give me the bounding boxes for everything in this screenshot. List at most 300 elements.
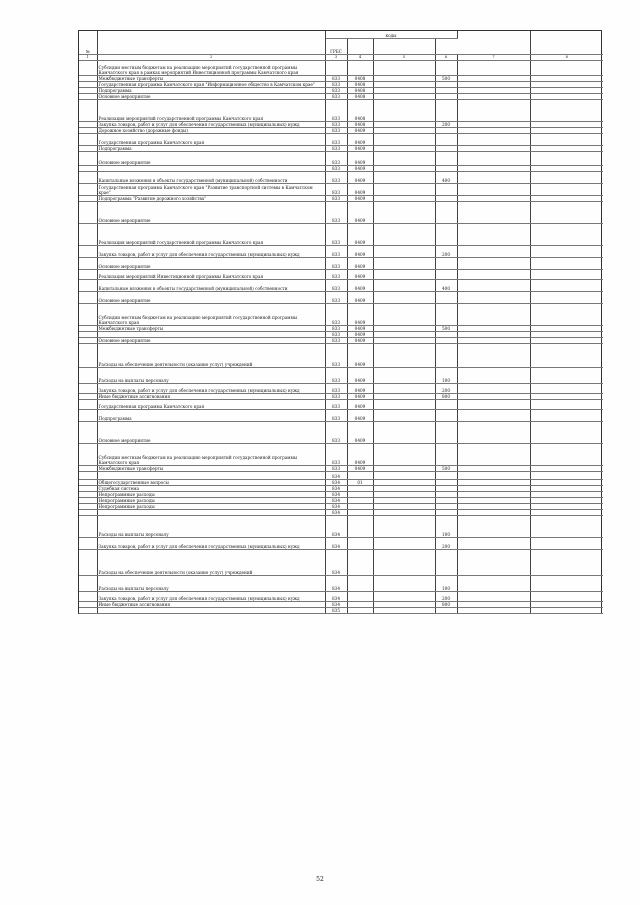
row-amount-year-2 bbox=[530, 201, 603, 223]
row-name: Подпрограмма bbox=[97, 87, 325, 93]
row-amount-year-1 bbox=[457, 575, 530, 591]
row-name: Межбюджетные трансферты bbox=[97, 75, 325, 81]
table-row bbox=[79, 279, 603, 291]
row-amount-year-1 bbox=[457, 201, 530, 223]
row-number bbox=[79, 607, 97, 613]
row-name: Закупка товаров, работ и услуг для обеспечения государственных (муниципальных) нужд bbox=[97, 245, 325, 257]
row-amount-year-2 bbox=[530, 257, 603, 269]
row-cs bbox=[373, 515, 435, 537]
row-name: Непрограммные расходы bbox=[97, 497, 325, 503]
column-number: 3 bbox=[325, 54, 347, 60]
table-body bbox=[79, 60, 603, 613]
row-name: Основное мероприятие bbox=[97, 151, 325, 165]
row-vr bbox=[435, 549, 457, 575]
row-vr bbox=[435, 223, 457, 245]
row-cs bbox=[373, 223, 435, 245]
row-cs bbox=[373, 575, 435, 591]
row-cs bbox=[373, 399, 435, 409]
row-number bbox=[79, 549, 97, 575]
row-name: Основное мероприятие bbox=[97, 201, 325, 223]
table-row bbox=[79, 537, 603, 549]
row-number bbox=[79, 537, 97, 549]
row-grbs: 833 bbox=[325, 75, 347, 81]
row-grbs: 833 bbox=[325, 201, 347, 223]
row-grbs: 833 bbox=[325, 151, 347, 165]
row-name: Реализация мероприятий государственной программы Камчатского края bbox=[97, 223, 325, 245]
row-amount-year-1 bbox=[457, 171, 530, 183]
row-vr bbox=[435, 421, 457, 443]
row-number bbox=[79, 291, 97, 303]
column-number: 1 bbox=[79, 54, 97, 60]
row-name: Расходы на выплаты персоналу bbox=[97, 367, 325, 383]
row-name: Закупка товаров, работ и услуг для обеспечения государственных (муниципальных) нужд bbox=[97, 121, 325, 127]
row-grbs: 834 bbox=[325, 509, 347, 515]
row-cs bbox=[373, 257, 435, 269]
row-grbs: 834 bbox=[325, 485, 347, 491]
row-amount-year-1 bbox=[457, 537, 530, 549]
row-amount-year-2 bbox=[530, 399, 603, 409]
row-grbs: 833 bbox=[325, 121, 347, 127]
row-grbs: 833 bbox=[325, 133, 347, 145]
row-vr bbox=[435, 269, 457, 279]
row-number bbox=[79, 409, 97, 421]
row-grbs: 833 bbox=[325, 81, 347, 87]
row-amount-year-1 bbox=[457, 383, 530, 393]
row-vr bbox=[435, 151, 457, 165]
row-cs bbox=[373, 443, 435, 465]
table-row bbox=[79, 245, 603, 257]
row-name: Расходы на обеспечение деятельности (оказание услуг) учреждений bbox=[97, 343, 325, 367]
row-grbs: 833 bbox=[325, 331, 347, 337]
row-number bbox=[79, 367, 97, 383]
header-no: № bbox=[79, 31, 97, 54]
row-grbs: 833 bbox=[325, 421, 347, 443]
row-rz: 0409 bbox=[347, 399, 373, 409]
row-amount-year-1 bbox=[457, 343, 530, 367]
row-amount-year-2 bbox=[530, 151, 603, 165]
table-row bbox=[79, 151, 603, 165]
row-amount-year-2 bbox=[530, 99, 603, 121]
row-cs bbox=[373, 537, 435, 549]
row-grbs: 833 bbox=[325, 393, 347, 399]
row-number bbox=[79, 245, 97, 257]
row-cs bbox=[373, 367, 435, 383]
table-row bbox=[79, 471, 603, 479]
row-amount-year-1 bbox=[457, 409, 530, 421]
header-codes-group: коды bbox=[325, 31, 457, 38]
row-vr: 500 bbox=[435, 465, 457, 471]
row-number bbox=[79, 421, 97, 443]
row-rz bbox=[347, 575, 373, 591]
row-amount-year-1 bbox=[457, 279, 530, 291]
row-grbs: 833 bbox=[325, 165, 347, 171]
row-vr bbox=[435, 409, 457, 421]
row-name bbox=[97, 471, 325, 479]
row-name: Подпрограмма bbox=[97, 409, 325, 421]
row-grbs: 834 bbox=[325, 471, 347, 479]
row-cs bbox=[373, 183, 435, 195]
row-name: Закупка товаров, работ и услуг для обеспечения государственных (муниципальных) нужд bbox=[97, 537, 325, 549]
row-amount-year-2 bbox=[530, 409, 603, 421]
header-year-1 bbox=[457, 31, 530, 54]
row-name: Государственная программа Камчатского края "Информационное общество в Камчатском крае" bbox=[97, 81, 325, 87]
row-amount-year-1 bbox=[457, 399, 530, 409]
row-cs bbox=[373, 279, 435, 291]
row-amount-year-1 bbox=[457, 421, 530, 443]
row-grbs: 833 bbox=[325, 383, 347, 393]
column-number: 8 bbox=[530, 54, 603, 60]
row-number bbox=[79, 591, 97, 601]
row-vr: 200 bbox=[435, 245, 457, 257]
row-rz: 0409 bbox=[347, 465, 373, 471]
row-number bbox=[79, 399, 97, 409]
row-amount-year-2 bbox=[530, 383, 603, 393]
row-rz: 0409 bbox=[347, 291, 373, 303]
table-row bbox=[79, 171, 603, 183]
row-rz: 0409 bbox=[347, 279, 373, 291]
row-vr bbox=[435, 343, 457, 367]
row-grbs: 834 bbox=[325, 497, 347, 503]
row-amount-year-1 bbox=[457, 257, 530, 269]
row-amount-year-2 bbox=[530, 269, 603, 279]
column-number: 7 bbox=[457, 54, 530, 60]
table-row bbox=[79, 591, 603, 601]
row-amount-year-1 bbox=[457, 183, 530, 195]
row-grbs: 834 bbox=[325, 537, 347, 549]
row-name: Иные бюджетные ассигнования bbox=[97, 601, 325, 607]
table-row bbox=[79, 223, 603, 245]
row-name: Реализация мероприятий государственной программы Камчатского края bbox=[97, 99, 325, 121]
row-grbs: 833 bbox=[325, 399, 347, 409]
row-amount-year-1 bbox=[457, 223, 530, 245]
row-cs bbox=[373, 343, 435, 367]
row-grbs: 833 bbox=[325, 93, 347, 99]
row-grbs: 833 bbox=[325, 257, 347, 269]
row-vr bbox=[435, 133, 457, 145]
table-row bbox=[79, 257, 603, 269]
row-grbs: 833 bbox=[325, 409, 347, 421]
header-cs bbox=[373, 38, 435, 54]
row-amount-year-2 bbox=[530, 575, 603, 591]
row-name: Закупка товаров, работ и услуг для обеспечения государственных (муниципальных) нужд bbox=[97, 591, 325, 601]
row-amount-year-2 bbox=[530, 171, 603, 183]
header-year-2 bbox=[530, 31, 603, 54]
row-rz: 0409 bbox=[347, 331, 373, 337]
row-vr: 100 bbox=[435, 515, 457, 537]
row-amount-year-1 bbox=[457, 151, 530, 165]
row-amount-year-2 bbox=[530, 279, 603, 291]
header-name bbox=[97, 31, 325, 54]
column-number: 6 bbox=[435, 54, 457, 60]
row-name: Подпрограмма "Развитие дорожного хозяйства" bbox=[97, 195, 325, 201]
row-vr bbox=[435, 399, 457, 409]
row-rz: 0409 bbox=[347, 325, 373, 331]
row-vr: 100 bbox=[435, 575, 457, 591]
page-number: 52 bbox=[316, 876, 324, 883]
row-grbs: 833 bbox=[325, 443, 347, 465]
table-row bbox=[79, 409, 603, 421]
row-name: Расходы на обеспечение деятельности (оказание услуг) учреждений bbox=[97, 549, 325, 575]
row-number bbox=[79, 575, 97, 591]
row-rz: 0409 bbox=[347, 165, 373, 171]
table-row bbox=[79, 99, 603, 121]
row-amount-year-2 bbox=[530, 549, 603, 575]
row-cs bbox=[373, 303, 435, 325]
column-number: 4 bbox=[347, 54, 373, 60]
row-rz: 0409 bbox=[347, 195, 373, 201]
row-vr: 800 bbox=[435, 393, 457, 399]
row-grbs: 833 bbox=[325, 145, 347, 151]
row-number bbox=[79, 343, 97, 367]
row-number bbox=[79, 99, 97, 121]
row-amount-year-1 bbox=[457, 133, 530, 145]
row-name: Основное мероприятие bbox=[97, 337, 325, 343]
row-amount-year-2 bbox=[530, 183, 603, 195]
row-name: Межбюджетные трансферты bbox=[97, 465, 325, 471]
table-row bbox=[79, 269, 603, 279]
row-vr: 200 bbox=[435, 121, 457, 127]
row-cs bbox=[373, 171, 435, 183]
row-rz: 0409 bbox=[347, 421, 373, 443]
row-rz: 0409 bbox=[347, 257, 373, 269]
row-rz: 0409 bbox=[347, 393, 373, 399]
row-amount-year-2 bbox=[530, 291, 603, 303]
row-grbs: 834 bbox=[325, 503, 347, 509]
row-rz: 0409 bbox=[347, 409, 373, 421]
row-amount-year-1 bbox=[457, 549, 530, 575]
row-amount-year-2 bbox=[530, 60, 603, 75]
row-amount-year-2 bbox=[530, 515, 603, 537]
row-number bbox=[79, 279, 97, 291]
row-name: Государственная программа Камчатского края bbox=[97, 133, 325, 145]
row-amount-year-1 bbox=[457, 245, 530, 257]
row-vr bbox=[435, 291, 457, 303]
row-vr: 200 bbox=[435, 537, 457, 549]
row-rz bbox=[347, 515, 373, 537]
row-cs bbox=[373, 549, 435, 575]
row-grbs: 833 bbox=[325, 367, 347, 383]
row-vr: 500 bbox=[435, 325, 457, 331]
row-amount-year-2 bbox=[530, 303, 603, 325]
row-rz: 0409 bbox=[347, 337, 373, 343]
table-row bbox=[79, 549, 603, 575]
row-rz: 01 bbox=[347, 479, 373, 485]
row-grbs: 835 bbox=[325, 607, 347, 613]
row-rz: 0409 bbox=[347, 303, 373, 325]
row-vr: 100 bbox=[435, 367, 457, 383]
row-name: Капитальные вложения в объекты государственной (муниципальной) собственности bbox=[97, 279, 325, 291]
table-row bbox=[79, 575, 603, 591]
row-vr bbox=[435, 607, 457, 613]
row-rz: 0408 bbox=[347, 75, 373, 81]
row-name: Реализация мероприятий Инвестиционной программы Камчатского края bbox=[97, 269, 325, 279]
row-name: Непрограммные расходы bbox=[97, 491, 325, 497]
row-grbs: 833 bbox=[325, 195, 347, 201]
row-amount-year-1 bbox=[457, 443, 530, 465]
row-name: Подпрограмма bbox=[97, 145, 325, 151]
row-vr: 500 bbox=[435, 75, 457, 81]
row-name: Государственная программа Камчатского края bbox=[97, 399, 325, 409]
row-rz bbox=[347, 549, 373, 575]
row-name: Общегосударственные вопросы bbox=[97, 479, 325, 485]
row-name: Капитальные вложения в объекты государственной (муниципальной) собственности bbox=[97, 171, 325, 183]
row-grbs: 833 bbox=[325, 99, 347, 121]
row-name: Закупка товаров, работ и услуг для обеспечения государственных (муниципальных) нужд bbox=[97, 383, 325, 393]
row-number bbox=[79, 515, 97, 537]
row-rz: 0409 bbox=[347, 151, 373, 165]
row-rz: 0409 bbox=[347, 127, 373, 133]
header-rz bbox=[347, 38, 373, 54]
row-vr bbox=[435, 443, 457, 465]
row-vr bbox=[435, 303, 457, 325]
table-row bbox=[79, 60, 603, 75]
row-rz bbox=[347, 537, 373, 549]
row-grbs: 834 bbox=[325, 491, 347, 497]
row-name: Дорожное хозяйство (дорожные фонды) bbox=[97, 127, 325, 133]
table-row bbox=[79, 183, 603, 195]
row-rz: 0409 bbox=[347, 367, 373, 383]
row-number bbox=[79, 471, 97, 479]
row-cs bbox=[373, 471, 435, 479]
row-number bbox=[79, 171, 97, 183]
row-name bbox=[97, 607, 325, 613]
row-grbs: 834 bbox=[325, 515, 347, 537]
table-row bbox=[79, 201, 603, 223]
row-amount-year-1 bbox=[457, 99, 530, 121]
row-name: Основное мероприятие bbox=[97, 257, 325, 269]
table-row bbox=[79, 343, 603, 367]
row-rz bbox=[347, 60, 373, 75]
row-amount-year-1 bbox=[457, 269, 530, 279]
header-grbs: ГРБС bbox=[325, 38, 347, 54]
table-row bbox=[79, 515, 603, 537]
row-vr: 800 bbox=[435, 601, 457, 607]
table-row bbox=[79, 383, 603, 393]
row-amount-year-2 bbox=[530, 367, 603, 383]
table-row bbox=[79, 399, 603, 409]
row-number bbox=[79, 257, 97, 269]
row-vr: 200 bbox=[435, 383, 457, 393]
row-amount-year-2 bbox=[530, 133, 603, 145]
row-grbs: 833 bbox=[325, 87, 347, 93]
row-rz: 0409 bbox=[347, 171, 373, 183]
row-name: Субсидии местным бюджетам на реализацию мероприятий государственной программы Камчатского края bbox=[97, 443, 325, 465]
row-cs bbox=[373, 151, 435, 165]
row-vr bbox=[435, 257, 457, 269]
row-name: Субсидии местным бюджетам на реализацию мероприятий государственной программы Камчатского края в рамках мероприятий Инвестиционной программы Камчатского края bbox=[97, 60, 325, 75]
row-cs bbox=[373, 383, 435, 393]
row-rz: 0409 bbox=[347, 343, 373, 367]
row-amount-year-2 bbox=[530, 343, 603, 367]
row-amount-year-2 bbox=[530, 443, 603, 465]
row-rz: 0409 bbox=[347, 133, 373, 145]
row-cs bbox=[373, 291, 435, 303]
row-number bbox=[79, 201, 97, 223]
row-name: Судебная система bbox=[97, 485, 325, 491]
budget-table bbox=[79, 31, 603, 614]
row-cs bbox=[373, 409, 435, 421]
row-rz bbox=[347, 607, 373, 613]
row-number bbox=[79, 133, 97, 145]
table-row bbox=[79, 303, 603, 325]
row-grbs: 833 bbox=[325, 337, 347, 343]
row-name: Расходы на выплаты персоналу bbox=[97, 575, 325, 591]
row-amount-year-1 bbox=[457, 60, 530, 75]
row-name: Субсидии местным бюджетам на реализацию мероприятий государственной программы Камчатского края bbox=[97, 303, 325, 325]
row-amount-year-2 bbox=[530, 471, 603, 479]
row-name: Государственная программа Камчатского края "Развитие транспортной системы в Камчатском крае" bbox=[97, 183, 325, 195]
row-grbs: 833 bbox=[325, 183, 347, 195]
row-grbs: 833 bbox=[325, 325, 347, 331]
row-number bbox=[79, 151, 97, 165]
row-grbs bbox=[325, 60, 347, 75]
row-vr bbox=[435, 471, 457, 479]
row-amount-year-1 bbox=[457, 291, 530, 303]
row-grbs: 833 bbox=[325, 465, 347, 471]
row-cs bbox=[373, 245, 435, 257]
row-grbs: 834 bbox=[325, 601, 347, 607]
row-cs bbox=[373, 201, 435, 223]
row-grbs: 834 bbox=[325, 479, 347, 485]
row-number bbox=[79, 443, 97, 465]
row-rz: 0409 bbox=[347, 145, 373, 151]
row-rz: 0409 bbox=[347, 443, 373, 465]
table-row bbox=[79, 133, 603, 145]
row-rz: 0409 bbox=[347, 183, 373, 195]
row-grbs: 834 bbox=[325, 591, 347, 601]
row-grbs: 833 bbox=[325, 303, 347, 325]
row-grbs: 834 bbox=[325, 549, 347, 575]
row-grbs: 833 bbox=[325, 127, 347, 133]
row-grbs: 833 bbox=[325, 279, 347, 291]
row-rz: 0408 bbox=[347, 121, 373, 127]
row-name: Межбюджетные трансферты bbox=[97, 325, 325, 331]
row-cs bbox=[373, 133, 435, 145]
row-number bbox=[79, 303, 97, 325]
row-rz: 0408 bbox=[347, 93, 373, 99]
row-amount-year-2 bbox=[530, 223, 603, 245]
row-cs bbox=[373, 421, 435, 443]
row-rz bbox=[347, 471, 373, 479]
row-cs bbox=[373, 607, 435, 613]
header-vr bbox=[435, 38, 457, 54]
row-vr bbox=[435, 201, 457, 223]
row-rz: 0408 bbox=[347, 81, 373, 87]
table-row bbox=[79, 291, 603, 303]
row-vr bbox=[435, 99, 457, 121]
row-rz: 0409 bbox=[347, 201, 373, 223]
row-grbs: 833 bbox=[325, 245, 347, 257]
table-row bbox=[79, 367, 603, 383]
row-grbs: 833 bbox=[325, 291, 347, 303]
row-amount-year-1 bbox=[457, 367, 530, 383]
row-amount-year-2 bbox=[530, 591, 603, 601]
row-grbs: 833 bbox=[325, 223, 347, 245]
row-name: Основное мероприятие bbox=[97, 421, 325, 443]
row-grbs: 834 bbox=[325, 575, 347, 591]
row-amount-year-1 bbox=[457, 591, 530, 601]
column-number: 2 bbox=[97, 54, 325, 60]
row-name: Расходы на выплаты персоналу bbox=[97, 515, 325, 537]
table-row bbox=[79, 421, 603, 443]
row-amount-year-1 bbox=[457, 607, 530, 613]
row-rz: 0408 bbox=[347, 87, 373, 93]
row-cs bbox=[373, 60, 435, 75]
row-vr: 400 bbox=[435, 171, 457, 183]
row-amount-year-2 bbox=[530, 421, 603, 443]
row-number bbox=[79, 60, 97, 75]
row-cs bbox=[373, 99, 435, 121]
